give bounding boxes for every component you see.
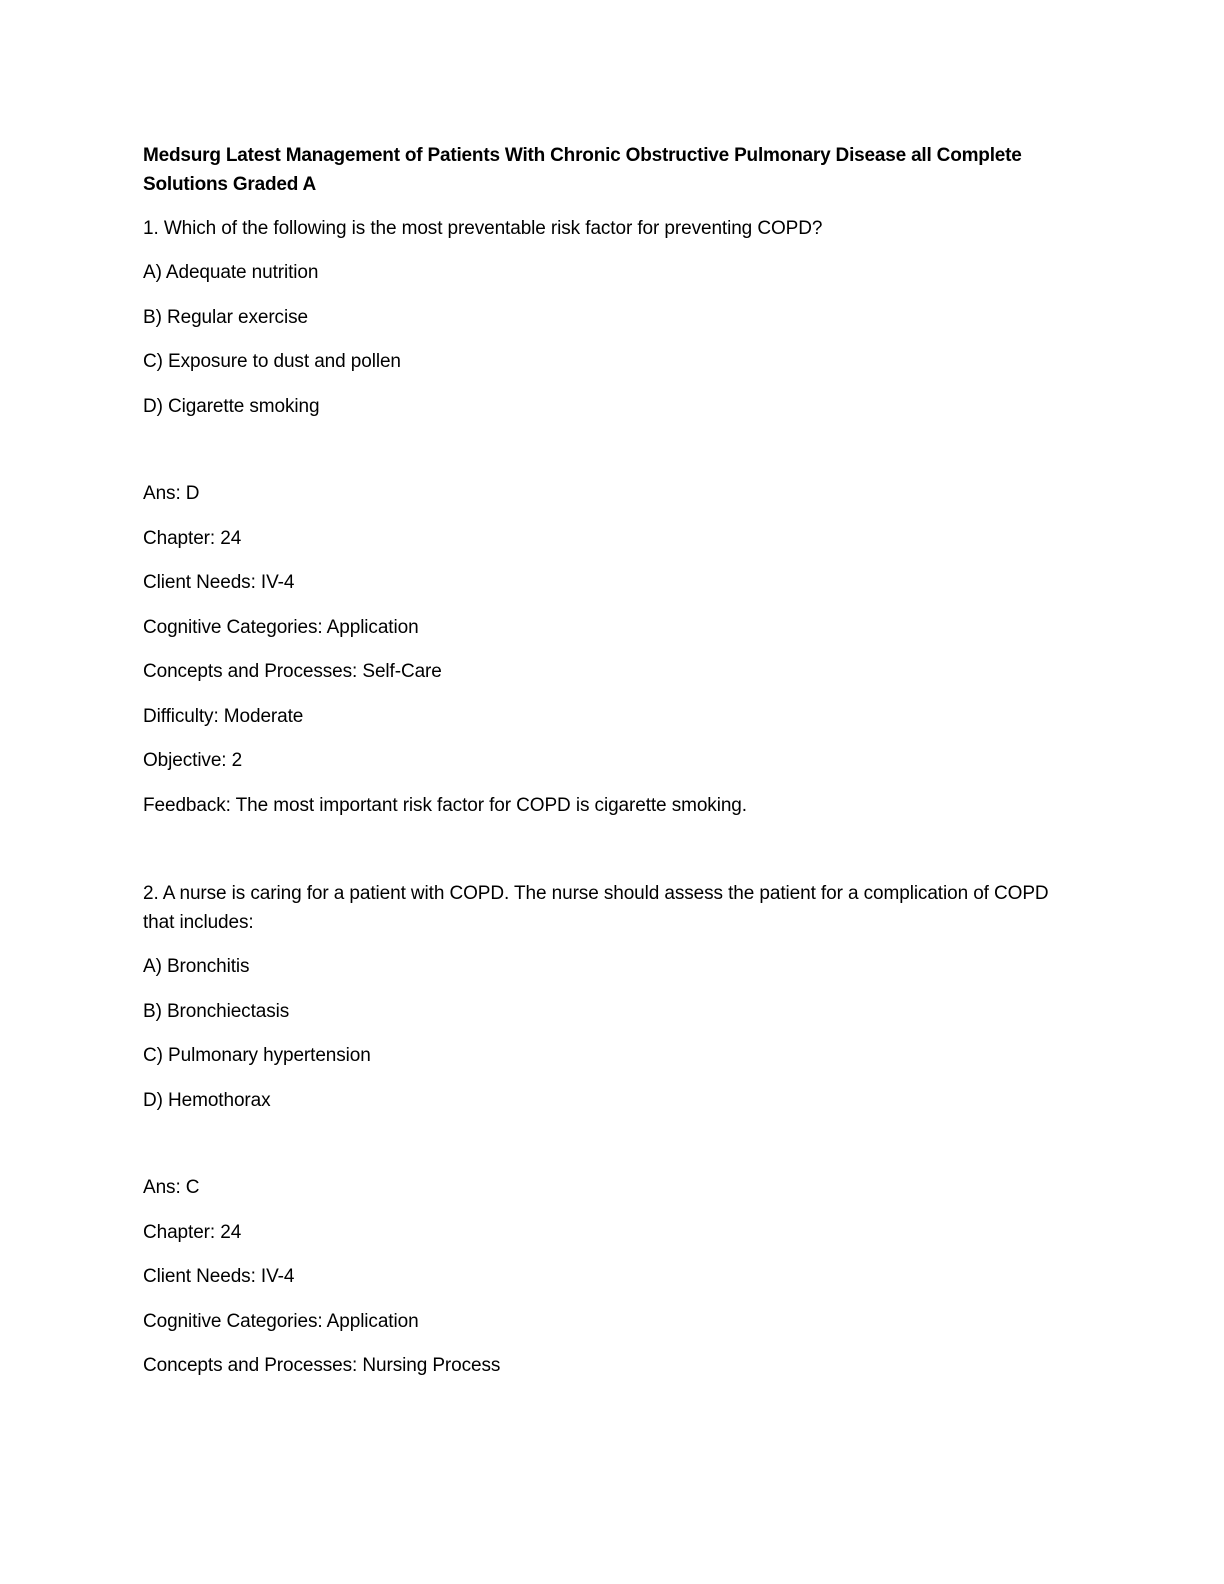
answer-option-a: A) Adequate nutrition [143, 262, 319, 283]
cognitive-categories-info: Cognitive Categories: Application [143, 616, 419, 638]
document-title: Medsurg Latest Management of Patients With Chronic Obstructive Pulmonary Disease all Complete Solutions Graded A [143, 145, 1022, 195]
client-needs-info: Client Needs: IV-4 [143, 572, 295, 593]
question-stem: 2. A nurse is caring for a patient with COPD. The nurse should assess the patient for a complication of COPD that includes: [143, 883, 1049, 933]
chapter-info: Chapter: 24 [143, 527, 242, 549]
answer-option-d: D) Hemothorax [143, 1089, 271, 1111]
answer-option-b: B) Bronchiectasis [143, 1000, 290, 1022]
answer-option-d: D) Cigarette smoking [143, 395, 320, 417]
question-block-1 [143, 214, 1053, 879]
concepts-processes-info: Concepts and Processes: Nursing Process [143, 1355, 501, 1376]
spacer [143, 436, 1053, 479]
spacer [143, 1130, 1053, 1173]
chapter-info: Chapter: 24 [143, 1221, 242, 1243]
answer-option-c: C) Exposure to dust and pollen [143, 351, 401, 372]
question-stem: 1. Which of the following is the most preventable risk factor for preventing COPD? [143, 218, 823, 239]
feedback-info: Feedback: The most important risk factor for COPD is cigarette smoking. [143, 794, 747, 816]
question-block-2 [143, 879, 1053, 1380]
answer-key: Ans: C [143, 1177, 200, 1198]
answer-option-b: B) Regular exercise [143, 306, 308, 328]
concepts-processes-info: Concepts and Processes: Self-Care [143, 661, 442, 682]
document-content [143, 141, 1053, 1396]
spacer [143, 835, 1053, 879]
objective-info: Objective: 2 [143, 750, 243, 771]
cognitive-categories-info: Cognitive Categories: Application [143, 1310, 419, 1332]
answer-key: Ans: D [143, 483, 200, 504]
answer-option-a: A) Bronchitis [143, 956, 250, 977]
client-needs-info: Client Needs: IV-4 [143, 1266, 295, 1287]
answer-option-c: C) Pulmonary hypertension [143, 1045, 371, 1066]
difficulty-info: Difficulty: Moderate [143, 705, 304, 727]
